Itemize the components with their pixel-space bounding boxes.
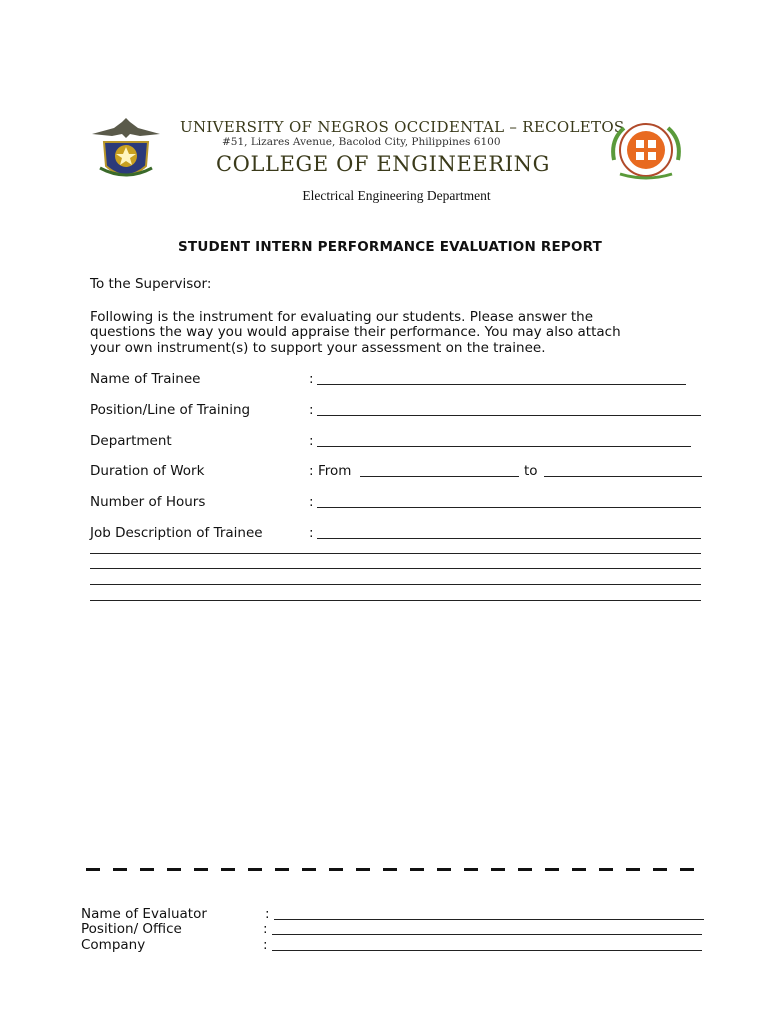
colon: : xyxy=(263,937,268,953)
evaluator-position-field[interactable] xyxy=(272,934,702,935)
duration-from-field[interactable] xyxy=(360,476,519,477)
salutation: To the Supervisor: xyxy=(90,276,212,292)
job-description-label: Job Description of Trainee xyxy=(90,525,263,541)
department-label: Department xyxy=(90,433,172,449)
evaluator-name-label: Name of Evaluator xyxy=(81,906,207,922)
colon: : xyxy=(265,906,270,922)
position-label: Position/Line of Training xyxy=(90,402,251,418)
colon: : xyxy=(309,371,314,387)
evaluator-position-label: Position/ Office xyxy=(81,921,182,937)
university-address: #51, Lizares Avenue, Bacolod City, Philippines 6100 xyxy=(222,136,501,148)
job-description-field[interactable] xyxy=(317,538,701,539)
colon: : xyxy=(309,494,314,510)
intro-line-1: Following is the instrument for evaluating our students. Please answer the xyxy=(90,309,594,325)
to-label: to xyxy=(524,463,538,479)
evaluator-company-label: Company xyxy=(81,937,146,953)
from-label: From xyxy=(318,463,352,479)
evaluator-company-field[interactable] xyxy=(272,950,702,951)
colon: : xyxy=(309,525,314,541)
trainee-name-label: Name of Trainee xyxy=(90,371,201,387)
job-description-line[interactable] xyxy=(90,568,701,569)
colon: : xyxy=(309,433,314,449)
intro-line-2: questions the way you would appraise their performance. You may also attach xyxy=(90,324,621,340)
college-name: COLLEGE OF ENGINEERING xyxy=(216,152,551,176)
report-title: STUDENT INTERN PERFORMANCE EVALUATION REPORT xyxy=(178,239,603,255)
department-field[interactable] xyxy=(317,446,691,447)
trainee-name-field[interactable] xyxy=(317,384,686,385)
hours-field[interactable] xyxy=(317,507,701,508)
colon: : xyxy=(309,402,314,418)
position-field[interactable] xyxy=(317,415,701,416)
duration-label: Duration of Work xyxy=(90,463,205,479)
evaluator-name-field[interactable] xyxy=(274,919,704,920)
colon: : xyxy=(263,921,268,937)
department-name: Electrical Engineering Department xyxy=(302,188,491,203)
intro-line-3: your own instrument(s) to support your assessment on the trainee. xyxy=(90,340,546,356)
colon: : xyxy=(309,463,314,479)
hours-label: Number of Hours xyxy=(90,494,206,510)
job-description-line[interactable] xyxy=(90,600,701,601)
university-name: UNIVERSITY OF NEGROS OCCIDENTAL – RECOLETOS xyxy=(180,118,625,136)
college-seal-logo xyxy=(606,120,686,182)
university-seal-logo xyxy=(90,116,162,182)
job-description-line[interactable] xyxy=(90,584,701,585)
duration-to-field[interactable] xyxy=(544,476,702,477)
job-description-line[interactable] xyxy=(90,553,701,554)
